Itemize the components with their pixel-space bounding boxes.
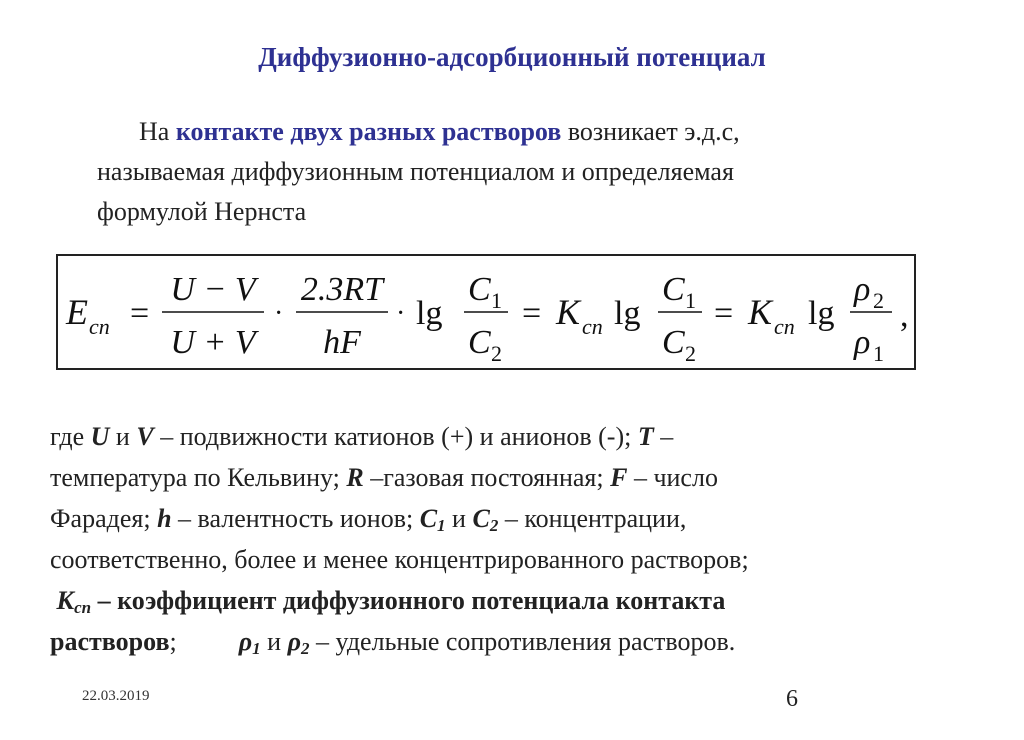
intro-start: На (139, 117, 176, 146)
symbol-K-base: К (56, 586, 75, 615)
formula-E-sub: сп (89, 314, 110, 339)
intro-paragraph (97, 112, 927, 232)
desc-text: – подвижности катионов (+) и анионов (-); (153, 422, 638, 451)
symbol-h: h (157, 504, 172, 533)
symbol-rho2-base: ρ (287, 627, 301, 656)
symbol-rho2 (288, 627, 310, 656)
formula-lg-1: lg (416, 295, 443, 332)
formula-C2-a-sub: 2 (491, 341, 502, 366)
legend-paragraph (50, 416, 980, 662)
desc-text: – валентность ионов; (171, 504, 420, 533)
formula-C2-a: C (468, 324, 491, 361)
desc-text: – число (627, 463, 718, 492)
formula-den-2: hF (323, 324, 361, 361)
formula-svg (58, 256, 918, 372)
formula-eq-2: = (522, 295, 542, 332)
desc-text: – удельные сопротивления растворов. (309, 627, 736, 656)
formula-K-2: K (748, 292, 773, 332)
formula-C2-b: C (662, 324, 685, 361)
symbol-rho1 (239, 627, 261, 656)
formula-C1-b-sub: 1 (685, 288, 696, 313)
intro-line-3: формулой Нернста (97, 197, 307, 226)
formula-K-1-sub: сп (582, 314, 603, 339)
formula-K-1: K (556, 292, 581, 332)
formula-C1-a: C (468, 271, 491, 308)
formula-C1-a-sub: 1 (491, 288, 502, 313)
intro-rest: возникает э.д.с, (561, 117, 740, 146)
symbol-V: V (136, 422, 154, 451)
symbol-F: F (610, 463, 628, 492)
desc-text: Фарадея; (50, 504, 158, 533)
formula-eq-1: = (130, 295, 150, 332)
formula-rho2-sub: 2 (873, 288, 884, 313)
formula-den-1: U + V (170, 324, 256, 361)
symbol-rho1-base: ρ (238, 627, 253, 656)
formula-lg-3: lg (808, 295, 835, 332)
slide-title: Диффузионно-адсорбционный потенциал (258, 42, 766, 72)
symbol-C2-sub: 2 (489, 516, 499, 535)
desc-text: температура по Кельвину; (50, 463, 347, 492)
desc-text: где (50, 422, 91, 451)
formula-E: E (66, 292, 88, 332)
formula-eq-3: = (714, 295, 734, 332)
formula-dot-2: · (396, 298, 406, 329)
formula-rho2: ρ (854, 271, 871, 308)
page-number: 6 (786, 686, 798, 712)
formula-box (56, 254, 916, 370)
desc-text: и (260, 627, 288, 656)
k-definition-end: растворов (50, 627, 170, 656)
formula-lg-2: lg (614, 295, 641, 332)
k-definition: – коэффициент диффузионного потенциала контакта (91, 586, 726, 615)
intro-line-2: называемая диффузионным потенциалом и определяемая (97, 157, 734, 186)
symbol-K-sub: сп (74, 598, 92, 617)
symbol-K (57, 586, 92, 615)
formula-K-2-sub: сп (774, 314, 795, 339)
formula-num-1: U − V (170, 271, 256, 308)
symbol-C1-base: C (419, 504, 438, 533)
formula-rho1: ρ (854, 324, 871, 361)
symbol-C1-sub: 1 (437, 516, 446, 535)
desc-text: ; (169, 627, 177, 656)
formula-C2-b-sub: 2 (685, 341, 696, 366)
intro-highlight: контакте двух разных растворов (175, 117, 562, 146)
desc-text: соответственно, более и менее концентрированного растворов; (50, 545, 749, 574)
desc-text: и (109, 422, 137, 451)
formula-dot-1: · (274, 298, 284, 329)
symbol-rho2-sub: 2 (300, 639, 310, 658)
symbol-U: U (90, 422, 110, 451)
footer-date: 22.03.2019 (82, 688, 150, 704)
symbol-T: T (637, 422, 654, 451)
desc-text: и (445, 504, 473, 533)
symbol-R: R (346, 463, 364, 492)
symbol-C2-base: C (472, 504, 490, 533)
formula-rho1-sub: 1 (873, 341, 884, 366)
desc-text: – (653, 422, 674, 451)
desc-text: – концентрации, (498, 504, 687, 533)
symbol-rho1-sub: 1 (252, 639, 261, 658)
symbol-C2 (472, 504, 498, 533)
formula-num-2: 2.3RT (300, 271, 384, 308)
formula-comma: , (900, 297, 909, 334)
formula-C1-b: C (662, 271, 685, 308)
symbol-C1 (420, 504, 446, 533)
desc-text: –газовая постоянная; (363, 463, 611, 492)
